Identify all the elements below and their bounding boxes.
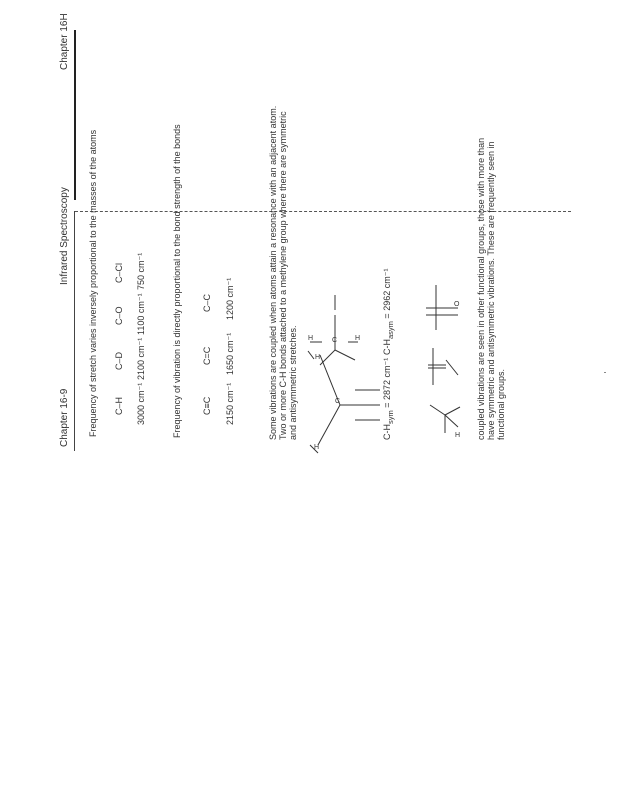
sym-label: C-H [382, 424, 392, 440]
chapter-right-label: Chapter 16H [59, 13, 70, 70]
asym-value: = 2962 cm⁻¹ [382, 268, 392, 319]
s1-bond-3: C–O [114, 306, 124, 325]
svg-text:H: H [308, 335, 314, 342]
svg-text:H: H [314, 444, 320, 451]
section3-line-1: Some vibrations are coupled when atoms attain a resonance with an adjacent atom. [268, 105, 278, 440]
scan-speck [604, 372, 606, 373]
s1-value-2: 2100 cm⁻¹ [136, 337, 146, 380]
header-rule [74, 30, 76, 200]
s1-value-4: 750 cm⁻¹ [136, 252, 146, 290]
asym-label: C-H [382, 339, 392, 355]
margin-rule [74, 211, 75, 451]
sym-stretch-label [382, 358, 396, 440]
s2-bond-3: C–C [202, 293, 212, 312]
s1-bond-2: C–D [114, 351, 124, 370]
svg-text:C: C [332, 337, 338, 344]
section3-line-2: Two or more C-H bonds attached to a methylene group where there are symmetric [278, 111, 288, 440]
s1-bond-1: C–H [114, 396, 124, 415]
section4-line-3: functional groups. [496, 368, 506, 440]
svg-text:H: H [355, 335, 361, 342]
svg-text:O: O [454, 301, 460, 308]
svg-text:C: C [335, 398, 341, 405]
asym-stretch-label [382, 269, 396, 355]
s2-value-1: 2150 cm⁻¹ [225, 382, 235, 425]
page-title: Infrared Spectroscopy [59, 187, 70, 285]
s2-bond-1: C≡C [202, 396, 212, 415]
s1-value-3: 1100 cm⁻¹ [136, 293, 146, 335]
asym-sub: asym [385, 321, 395, 339]
sym-value: = 2872 cm⁻¹ [382, 357, 392, 408]
section4-line-2: have symmetric and antisymmetric vibrations. These are frequently seen in [486, 141, 496, 440]
methyl-coupling-diagram [420, 395, 480, 445]
alkene-coupling-diagram [418, 340, 478, 400]
section1-statement: Frequency of stretch varies inversely proportional to the masses of the atoms [88, 129, 98, 437]
chapter-left-label: Chapter 16-9 [59, 388, 70, 447]
s1-value-1: 3000 cm⁻¹ [136, 382, 146, 425]
section4-line-1: coupled vibrations are seen in other functional groups, those with more than [476, 137, 486, 440]
s2-value-2: 1650 cm⁻¹ [225, 332, 235, 375]
dashed-divider [75, 211, 571, 212]
section2-statement: Frequency of vibration is directly proportional to the bond strength of the bonds [172, 124, 182, 438]
s2-bond-2: C=C [202, 346, 212, 365]
sym-sub: sym [385, 410, 395, 424]
svg-text:H: H [455, 432, 461, 439]
carbonyl-coupling-diagram [418, 280, 478, 340]
section3-line-3: and antisymmetric stretches. [288, 325, 298, 440]
s2-value-3: 1200 cm⁻¹ [225, 277, 235, 320]
s1-bond-4: C–Cl [114, 262, 124, 283]
svg-text:H: H [315, 354, 321, 361]
